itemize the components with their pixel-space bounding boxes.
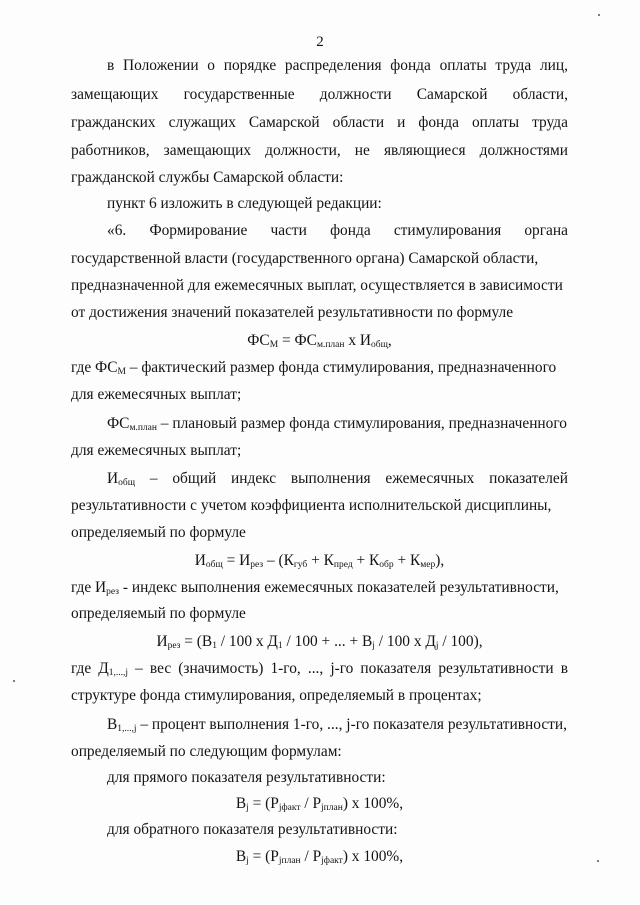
word: и [397, 114, 406, 131]
word: фонда [418, 114, 459, 131]
word: $И_{общ}$ [107, 470, 136, 488]
word: фонда [390, 57, 431, 74]
def-i-obsh [71, 466, 568, 492]
item6-line4: от достижения значений показателей результативности по формуле [71, 304, 514, 321]
word: показателей [489, 470, 568, 487]
word: в [560, 660, 568, 677]
word: области, [512, 86, 568, 103]
word: государственные [183, 86, 295, 103]
word: замещающих [163, 142, 252, 159]
word: служащих [168, 114, 236, 131]
word: должности, [265, 142, 341, 159]
def-d [71, 656, 568, 682]
word: – [149, 470, 158, 487]
word: где [71, 660, 92, 677]
word: являющиеся [383, 142, 466, 159]
word: общий [172, 470, 217, 487]
word: вес [149, 660, 172, 677]
word: гражданских [71, 114, 156, 131]
word: работников, [71, 142, 150, 159]
def-fs-plan-line2: для ежемесячных выплат; [71, 442, 242, 459]
para1-line3 [71, 110, 568, 136]
word: Самарской [248, 114, 320, 131]
word: (значимость) [178, 660, 264, 677]
word: труда [495, 57, 532, 74]
word: $Д_{1,...,j}$ [98, 660, 129, 678]
formula-i-rez: $И_{рез} = (В_1 / 100$ х $Д_1 / 100$ + ... + $В_j / 100$ х $Д_j / 100$), [156, 633, 483, 651]
word: – [135, 660, 143, 677]
def-v-line2: определяемый по следующим формулам: [71, 743, 342, 760]
def-fs-m-line2: для ежемесячных выплат; [71, 386, 242, 403]
word: j-го [330, 660, 354, 677]
word: 1-го, [270, 660, 301, 677]
word: результативности [438, 660, 554, 677]
direct-indicator-label: для прямого показателя результативности: [107, 769, 386, 786]
formula-fs: $ФС_М = ФС_{м.план}$ х $И_{общ}$, [247, 332, 392, 350]
def-fs-m: где $ФС_М$ – фактический размер фонда стимулирования, предназначенного [71, 359, 557, 377]
word: органа [524, 222, 568, 239]
page-number: 2 [316, 34, 324, 50]
word: распределения [284, 57, 382, 74]
word: в [107, 57, 115, 74]
word: «6. [107, 222, 127, 239]
word: должностями [479, 142, 568, 159]
scan-speck [598, 14, 600, 16]
word: о [207, 57, 215, 74]
word: замещающих [71, 86, 159, 103]
item6-line2: государственной власти (государственного органа) Самарской области, [71, 250, 539, 267]
word: фонда [330, 222, 371, 239]
word: труда [532, 114, 568, 131]
word: Положении [123, 57, 199, 74]
word: не [354, 142, 370, 159]
item6-line1 [71, 218, 568, 244]
word: оплаты [471, 114, 520, 131]
formula-inverse: $В_j = (Р_{jплан} / Р_{jфакт})$ х 100%, [235, 848, 404, 866]
item6-line3: предназначенной для ежемесячных выплат, осуществляется в зависимости [71, 277, 563, 294]
word: должности [319, 86, 392, 103]
def-v: $В_{1,...,j}$ – процент выполнения 1-го, ..., j-го показателя результативности, [107, 716, 567, 734]
word: Самарской [416, 86, 488, 103]
para1-line4 [71, 138, 568, 164]
def-i-obsh-line2: результативности с учетом коэффициента исполнительской дисциплины, [71, 497, 552, 514]
word: ежемесячных [385, 470, 475, 487]
para1-line1 [71, 53, 568, 79]
formula-direct: $В_j = (Р_{jфакт} / Р_{jплан})$ х 100%, [235, 795, 404, 813]
word: индекс [231, 470, 277, 487]
scan-speck [13, 680, 15, 682]
para1-line2 [71, 82, 568, 108]
def-i-rez: где $И_{рез}$ - индекс выполнения ежемесячных показателей результативности, [71, 579, 559, 597]
para1-line5: гражданской службы Самарской области: [71, 169, 344, 186]
word: стимулирования [393, 222, 502, 239]
scan-speck [597, 860, 599, 862]
word: показателя [360, 660, 432, 677]
word: оплаты [439, 57, 487, 74]
def-i-rez-line2: определяемый по формуле [71, 605, 246, 622]
inverse-indicator-label: для обратного показателя результативности: [107, 821, 398, 838]
word: части [270, 222, 307, 239]
word: ..., [307, 660, 324, 677]
word: выполнения [290, 470, 371, 487]
def-fs-plan: $ФС_{м.план}$ – плановый размер фонда стимулирования, предназначенного [107, 415, 567, 433]
def-d-line2: структуре фонда стимулирования, определяемый в процентах; [71, 687, 482, 704]
word: лиц, [539, 57, 568, 74]
word: порядке [223, 57, 277, 74]
formula-i-obsh: $И_{общ} = И_{рез} - (К_{губ} + К_{пред} + К_{обр} + К_{мер})$, [194, 552, 445, 570]
def-i-obsh-line3: определяемый по формуле [71, 524, 246, 541]
word: Формирование [149, 222, 248, 239]
word: области [332, 114, 385, 131]
item-intro: пункт 6 изложить в следующей редакции: [107, 195, 382, 212]
